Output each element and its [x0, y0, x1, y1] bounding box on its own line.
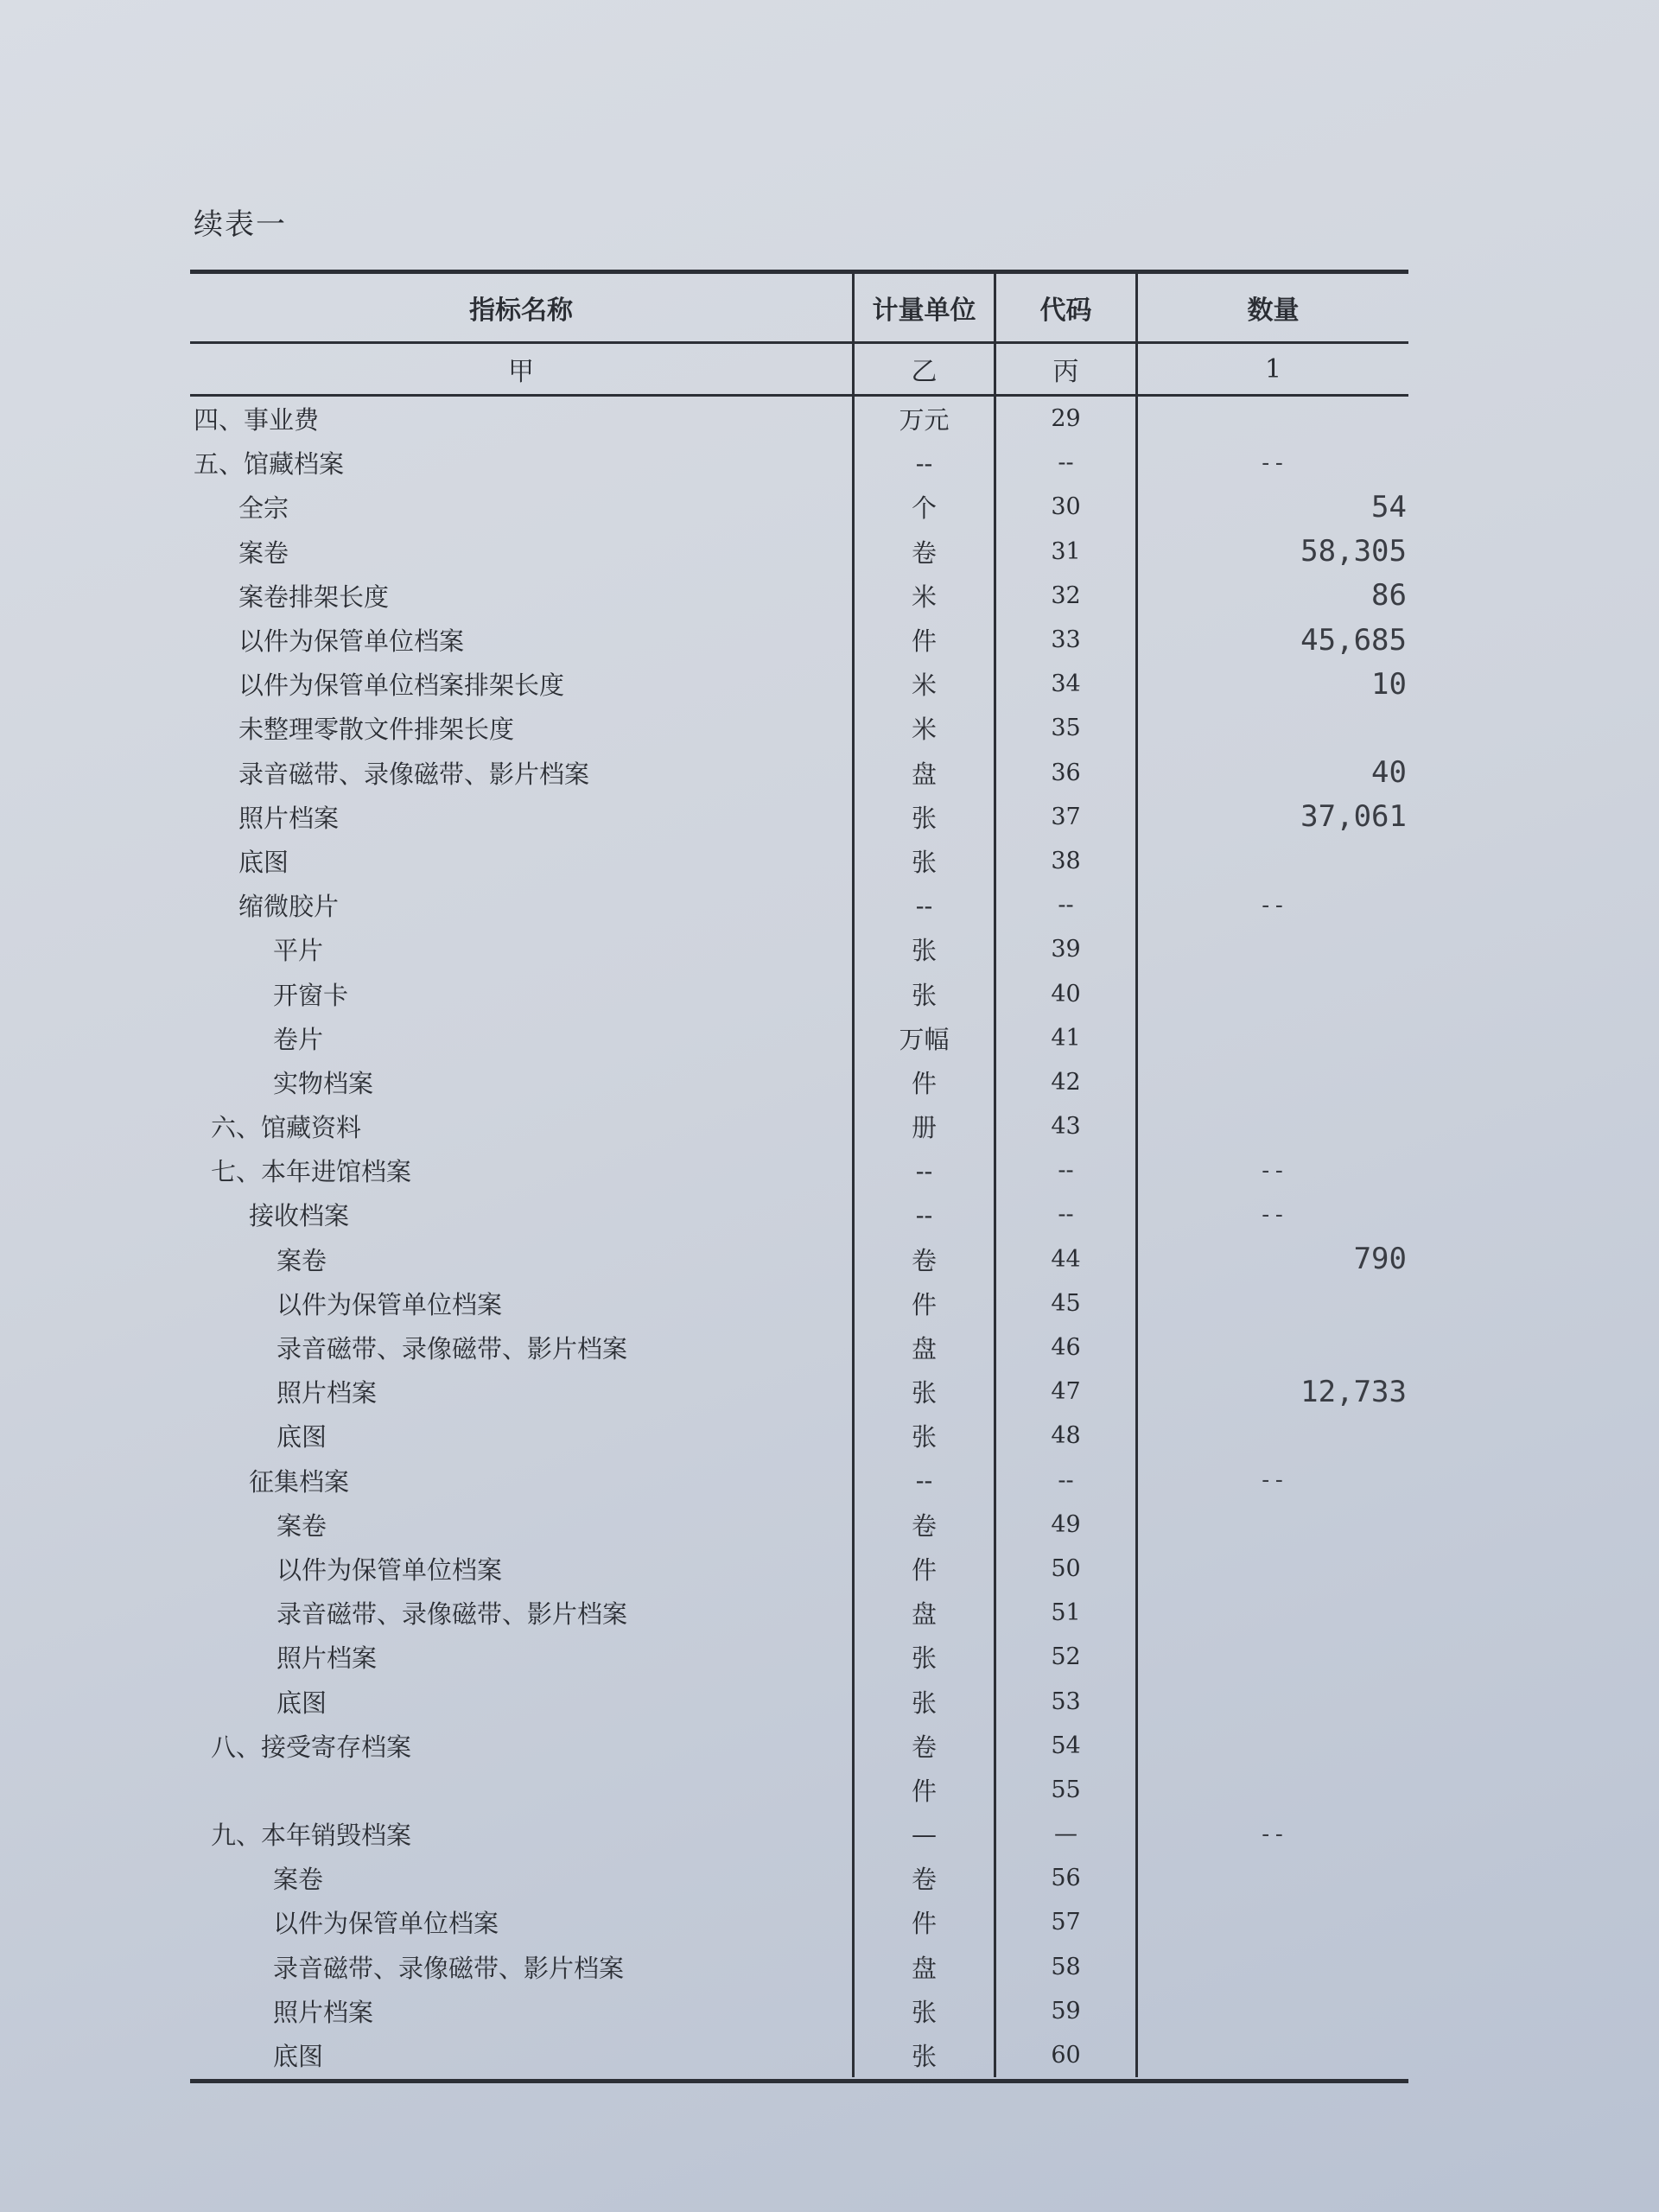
table-row	[190, 1148, 1408, 1192]
row-qty	[1135, 1325, 1408, 1370]
row-name: 全宗	[238, 493, 289, 524]
row-qty	[1135, 706, 1408, 750]
subheader-qty: 1	[1135, 344, 1408, 394]
row-qty: 12,733	[1135, 1370, 1408, 1414]
row-code: --	[994, 441, 1135, 485]
table-row	[190, 1060, 1408, 1104]
row-code: 43	[994, 1104, 1135, 1148]
row-code: 41	[994, 1016, 1135, 1060]
row-unit: 张	[852, 1370, 994, 1414]
row-qty	[1135, 1945, 1408, 1989]
row-qty	[1135, 1016, 1408, 1060]
header-qty: 数量	[1135, 274, 1408, 341]
row-code: --	[994, 1192, 1135, 1236]
table-row	[190, 1679, 1408, 1723]
row-name: 录音磁带、录像磁带、影片档案	[238, 759, 590, 789]
row-unit: 件	[852, 1281, 994, 1325]
row-name: 接收档案	[249, 1201, 350, 1231]
row-name: 照片档案	[238, 803, 340, 833]
row-name: 录音磁带、录像磁带、影片档案	[276, 1599, 628, 1630]
row-name: 以件为保管单位档案排架长度	[238, 671, 565, 701]
table-body	[190, 397, 1408, 2077]
row-unit: 张	[852, 795, 994, 839]
row-name: 以件为保管单位档案	[238, 626, 465, 657]
row-name: 实物档案	[273, 1068, 374, 1098]
row-code: 48	[994, 1414, 1135, 1458]
row-unit: 卷	[852, 1856, 994, 1900]
row-unit: 件	[852, 1900, 994, 1944]
row-code: 40	[994, 971, 1135, 1015]
row-qty	[1135, 1104, 1408, 1148]
subheader-unit: 乙	[852, 344, 994, 394]
row-unit: 万幅	[852, 1016, 994, 1060]
row-unit: 米	[852, 706, 994, 750]
row-code: --	[994, 1459, 1135, 1503]
row-unit: --	[852, 1459, 994, 1503]
row-code: 51	[994, 1591, 1135, 1635]
row-code: --	[994, 883, 1135, 927]
row-qty	[1135, 839, 1408, 883]
row-qty: 790	[1135, 1237, 1408, 1281]
row-unit: 盘	[852, 1945, 994, 1989]
subheader-code: 丙	[994, 344, 1135, 394]
row-unit: 件	[852, 1060, 994, 1104]
row-code: 52	[994, 1635, 1135, 1679]
row-unit: --	[852, 1148, 994, 1192]
row-name: 以件为保管单位档案	[273, 1909, 499, 1939]
row-name: 案卷	[276, 1510, 327, 1541]
table-row	[190, 485, 1408, 529]
row-code: 54	[994, 1724, 1135, 1768]
row-name: 征集档案	[249, 1466, 350, 1497]
row-code: 46	[994, 1325, 1135, 1370]
row-unit: 卷	[852, 1503, 994, 1547]
table-subheader	[190, 344, 1408, 394]
subheader-name: 甲	[508, 357, 534, 387]
row-unit: 张	[852, 927, 994, 971]
table-row	[190, 1016, 1408, 1060]
row-unit: 盘	[852, 1591, 994, 1635]
row-name	[190, 1768, 852, 1812]
row-code: 44	[994, 1237, 1135, 1281]
statistics-table	[190, 270, 1408, 2083]
row-code: 36	[994, 751, 1135, 795]
table-row	[190, 2033, 1408, 2077]
row-code: 49	[994, 1503, 1135, 1547]
row-qty: 45,685	[1135, 618, 1408, 662]
row-qty	[1135, 1281, 1408, 1325]
table-row	[190, 1104, 1408, 1148]
row-unit: 卷	[852, 530, 994, 574]
row-code: —	[994, 1812, 1135, 1856]
table-row	[190, 927, 1408, 971]
row-name: 卷片	[273, 1024, 324, 1054]
table-row	[190, 574, 1408, 618]
row-name: 五、馆藏档案	[194, 449, 345, 480]
row-unit: 卷	[852, 1237, 994, 1281]
row-qty	[1135, 927, 1408, 971]
table-row	[190, 971, 1408, 1015]
row-unit: 张	[852, 1414, 994, 1458]
table-header	[190, 274, 1408, 341]
row-name: 开窗卡	[273, 980, 349, 1010]
row-unit: 件	[852, 1768, 994, 1812]
row-qty	[1135, 1635, 1408, 1679]
row-code: 30	[994, 485, 1135, 529]
row-qty	[1135, 2033, 1408, 2077]
header-code: 代码	[994, 274, 1135, 341]
table-row	[190, 1237, 1408, 1281]
table-row	[190, 751, 1408, 795]
row-qty	[1135, 971, 1408, 1015]
row-name: 六、馆藏资料	[211, 1113, 362, 1143]
row-qty: --	[1135, 1459, 1408, 1503]
row-qty	[1135, 1724, 1408, 1768]
row-unit: 卷	[852, 1724, 994, 1768]
row-name: 四、事业费	[194, 405, 320, 435]
row-unit: 册	[852, 1104, 994, 1148]
row-code: 57	[994, 1900, 1135, 1944]
row-unit: 盘	[852, 1325, 994, 1370]
table-row	[190, 1325, 1408, 1370]
table-row	[190, 1414, 1408, 1458]
row-qty	[1135, 1989, 1408, 2033]
row-name: 缩微胶片	[238, 892, 340, 922]
row-unit: 张	[852, 971, 994, 1015]
row-qty	[1135, 1547, 1408, 1591]
row-code: 53	[994, 1679, 1135, 1723]
row-unit: 米	[852, 574, 994, 618]
row-qty: --	[1135, 441, 1408, 485]
row-qty: --	[1135, 883, 1408, 927]
row-code: 38	[994, 839, 1135, 883]
row-qty	[1135, 1900, 1408, 1944]
row-code: 34	[994, 662, 1135, 706]
row-unit: 张	[852, 1635, 994, 1679]
row-qty: --	[1135, 1192, 1408, 1236]
table-row	[190, 1635, 1408, 1679]
row-qty: 86	[1135, 574, 1408, 618]
row-qty	[1135, 1414, 1408, 1458]
row-qty	[1135, 1679, 1408, 1723]
row-name: 案卷排架长度	[238, 582, 390, 612]
row-unit: 个	[852, 485, 994, 529]
row-unit: 件	[852, 1547, 994, 1591]
row-name: 八、接受寄存档案	[211, 1732, 412, 1762]
row-code: 42	[994, 1060, 1135, 1104]
row-name: 案卷	[276, 1245, 327, 1275]
table-row	[190, 795, 1408, 839]
row-code: 56	[994, 1856, 1135, 1900]
row-name: 以件为保管单位档案	[276, 1289, 503, 1319]
row-unit: 张	[852, 839, 994, 883]
table-row	[190, 1945, 1408, 1989]
row-name: 照片档案	[276, 1378, 378, 1408]
table-row	[190, 1503, 1408, 1547]
table-row	[190, 1812, 1408, 1856]
table-row	[190, 397, 1408, 441]
row-qty: 40	[1135, 751, 1408, 795]
table-row	[190, 706, 1408, 750]
row-code: 47	[994, 1370, 1135, 1414]
row-qty	[1135, 1591, 1408, 1635]
table-row	[190, 1856, 1408, 1900]
table-row	[190, 662, 1408, 706]
row-qty: 10	[1135, 662, 1408, 706]
row-name: 录音磁带、录像磁带、影片档案	[276, 1334, 628, 1364]
row-code: 33	[994, 618, 1135, 662]
table-row	[190, 1459, 1408, 1503]
row-qty: 37,061	[1135, 795, 1408, 839]
table-row	[190, 1900, 1408, 1944]
row-code: 29	[994, 397, 1135, 441]
row-name: 以件为保管单位档案	[276, 1554, 503, 1585]
row-name: 底图	[238, 847, 289, 877]
row-code: 50	[994, 1547, 1135, 1591]
table-row	[190, 1724, 1408, 1768]
table-row	[190, 530, 1408, 574]
row-code: 59	[994, 1989, 1135, 2033]
row-qty	[1135, 1856, 1408, 1900]
table-row	[190, 1192, 1408, 1236]
row-name: 底图	[276, 1422, 327, 1452]
bottom-rule	[190, 2079, 1408, 2083]
table-row	[190, 1591, 1408, 1635]
row-unit: 张	[852, 1679, 994, 1723]
row-code: 35	[994, 706, 1135, 750]
row-name: 九、本年销毁档案	[211, 1821, 412, 1851]
table-row	[190, 441, 1408, 485]
header-unit: 计量单位	[852, 274, 994, 341]
row-unit: --	[852, 441, 994, 485]
table-row	[190, 1281, 1408, 1325]
row-code: 55	[994, 1768, 1135, 1812]
table-row	[190, 839, 1408, 883]
row-unit: 米	[852, 662, 994, 706]
row-code: 31	[994, 530, 1135, 574]
table-row	[190, 1989, 1408, 2033]
row-qty	[1135, 1503, 1408, 1547]
header-name: 指标名称	[469, 296, 573, 326]
row-name: 案卷	[273, 1865, 324, 1895]
row-qty	[1135, 397, 1408, 441]
row-qty: --	[1135, 1148, 1408, 1192]
row-code: --	[994, 1148, 1135, 1192]
row-unit: —	[852, 1812, 994, 1856]
row-name: 录音磁带、录像磁带、影片档案	[273, 1953, 625, 1983]
row-code: 60	[994, 2033, 1135, 2077]
row-unit: --	[852, 883, 994, 927]
row-qty: 54	[1135, 485, 1408, 529]
row-code: 37	[994, 795, 1135, 839]
row-code: 32	[994, 574, 1135, 618]
row-unit: --	[852, 1192, 994, 1236]
row-name: 底图	[276, 1688, 327, 1718]
row-code: 39	[994, 927, 1135, 971]
row-qty	[1135, 1768, 1408, 1812]
table-row	[190, 883, 1408, 927]
table-caption: 续表一	[194, 207, 287, 242]
row-code: 58	[994, 1945, 1135, 1989]
row-qty	[1135, 1060, 1408, 1104]
row-qty: --	[1135, 1812, 1408, 1856]
row-name: 照片档案	[273, 1997, 374, 2027]
row-name: 照片档案	[276, 1643, 378, 1674]
row-code: 45	[994, 1281, 1135, 1325]
row-name: 七、本年进馆档案	[211, 1157, 412, 1187]
row-name: 未整理零散文件排架长度	[238, 715, 515, 745]
row-qty: 58,305	[1135, 530, 1408, 574]
row-unit: 件	[852, 618, 994, 662]
table-row	[190, 1547, 1408, 1591]
table-row	[190, 1370, 1408, 1414]
table-row	[190, 1768, 1408, 1812]
row-unit: 盘	[852, 751, 994, 795]
row-name: 案卷	[238, 537, 289, 568]
row-name: 底图	[273, 2042, 324, 2072]
table-row	[190, 618, 1408, 662]
row-name: 平片	[273, 936, 324, 966]
row-unit: 张	[852, 2033, 994, 2077]
row-unit: 张	[852, 1989, 994, 2033]
row-unit: 万元	[852, 397, 994, 441]
